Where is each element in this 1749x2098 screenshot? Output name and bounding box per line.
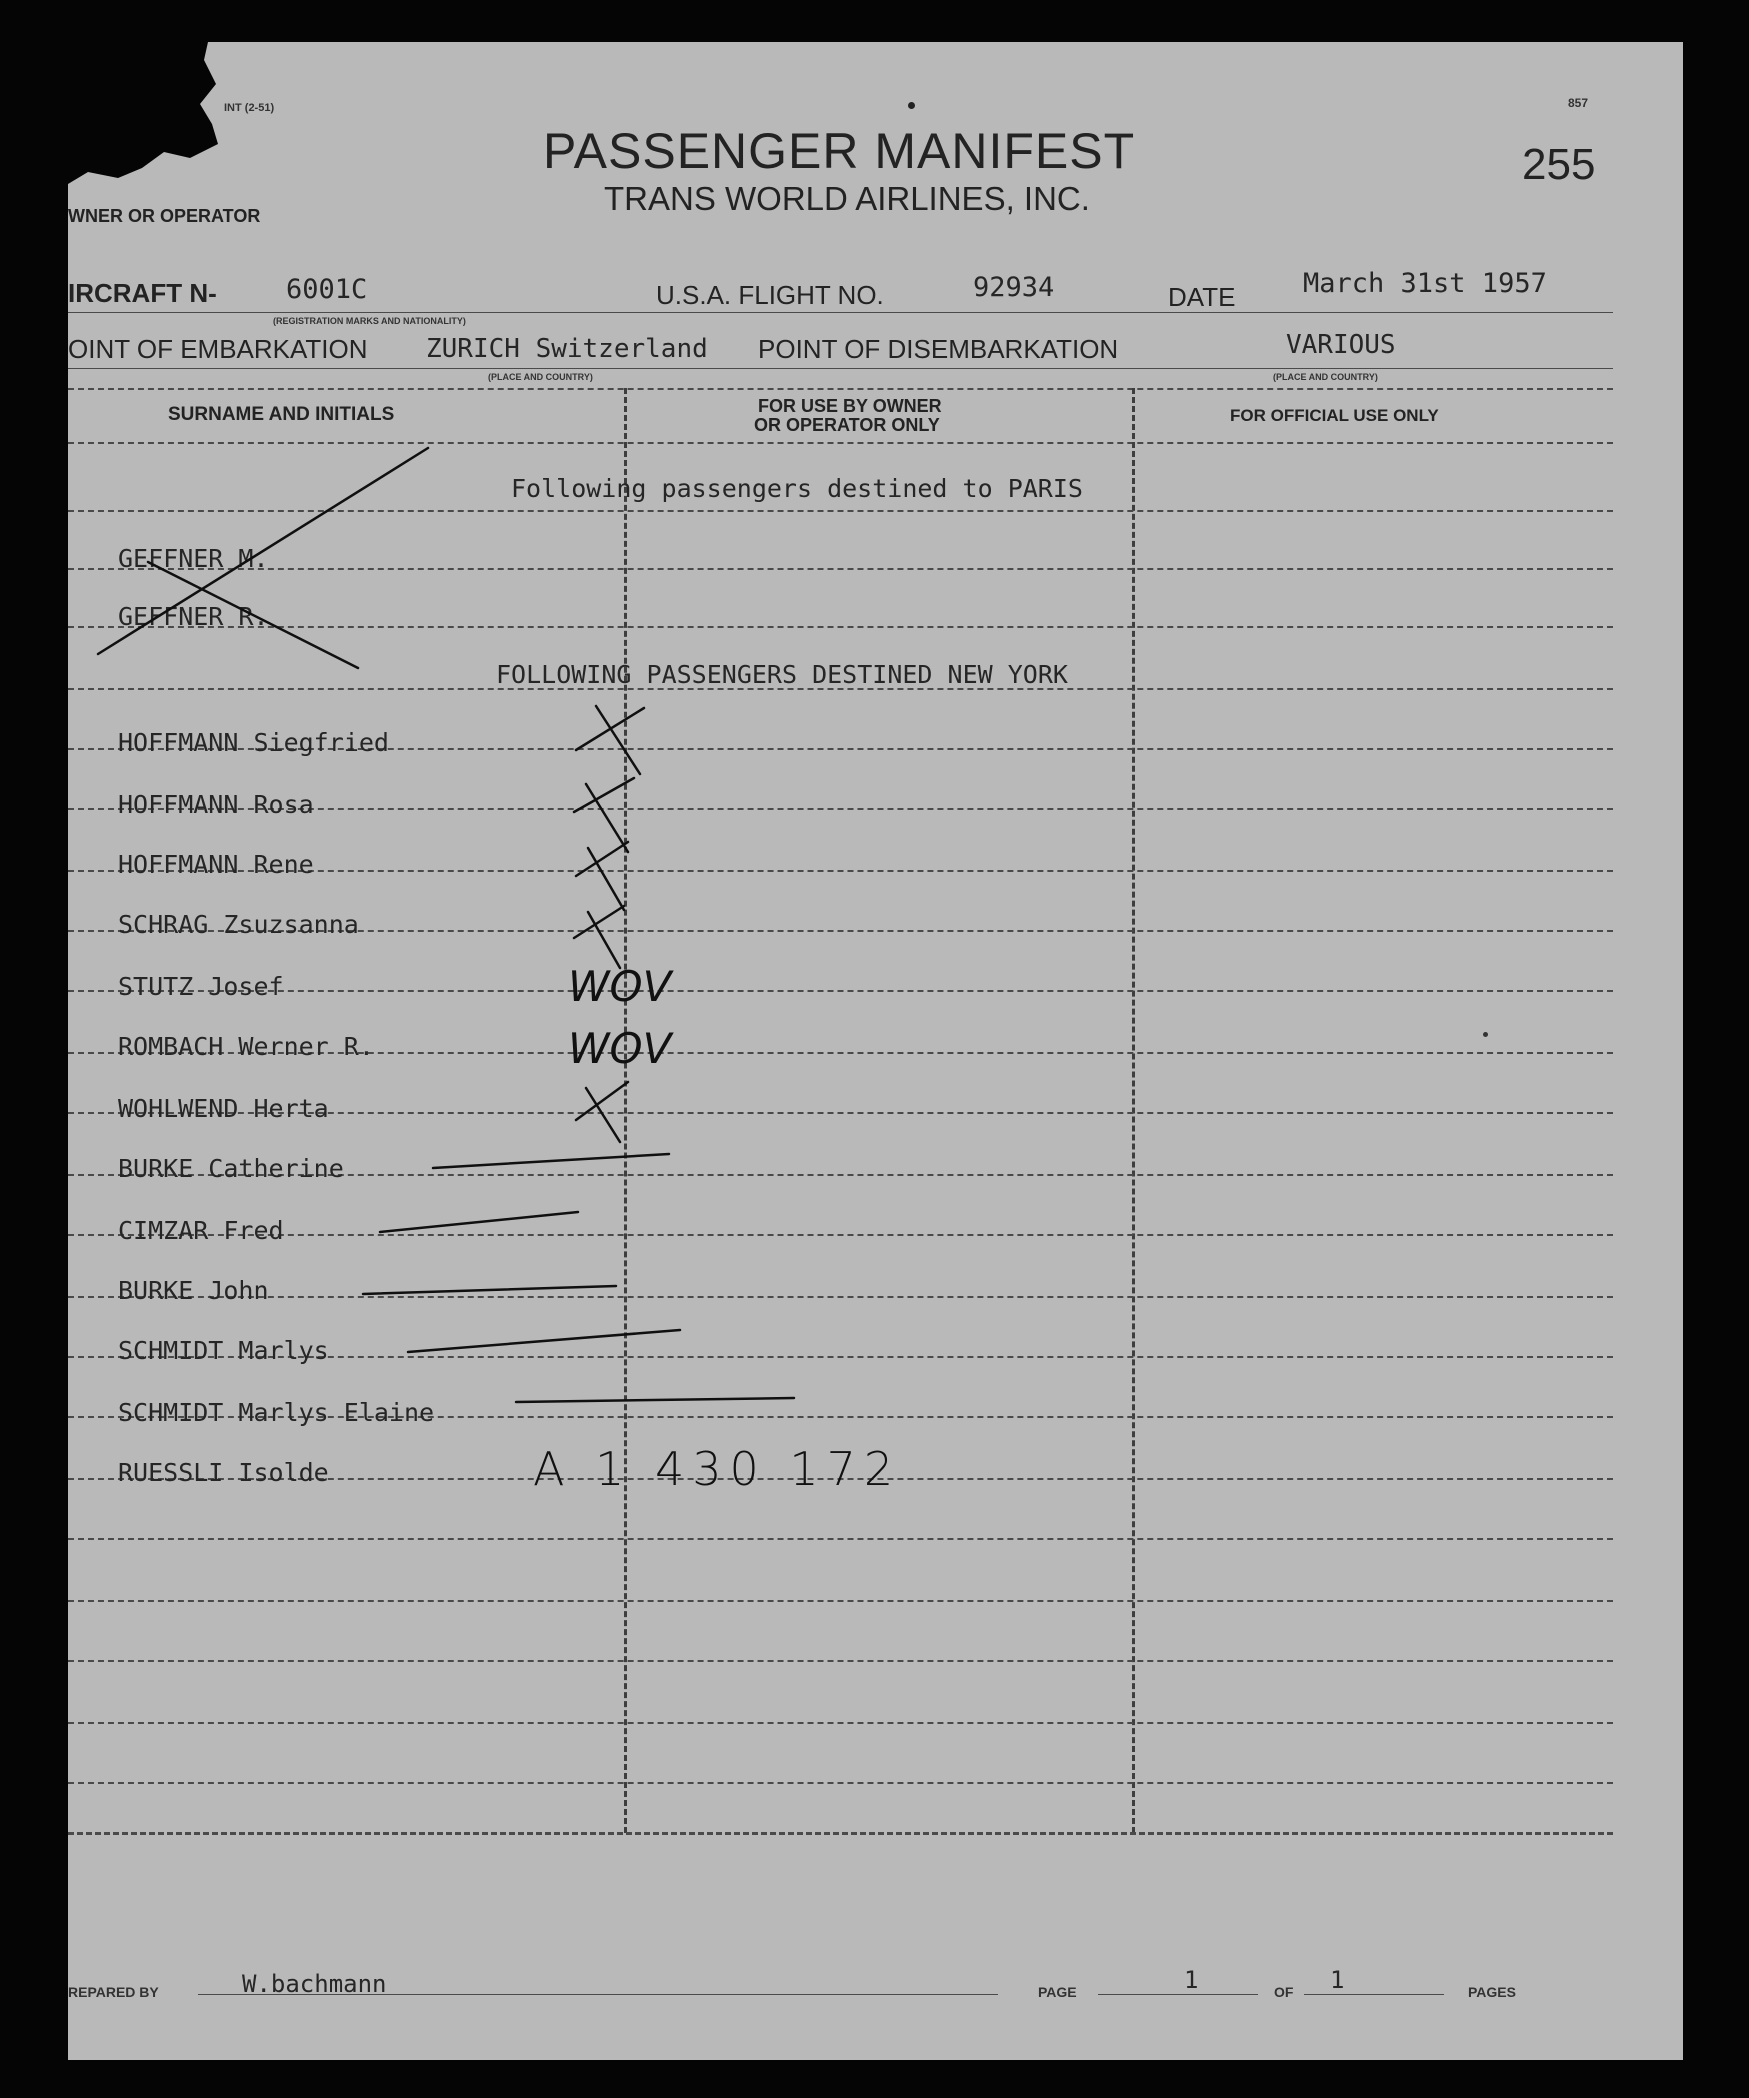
passenger-name: HOFFMANN Rene xyxy=(118,850,314,879)
of-value: 1 xyxy=(1330,1966,1345,1994)
passenger-name: STUTZ Josef xyxy=(118,972,284,1001)
page-value: 1 xyxy=(1184,1966,1199,1994)
embark-value: ZURICH Switzerland xyxy=(426,334,708,364)
embark-label: OINT OF EMBARKATION xyxy=(68,334,368,364)
pages-label: PAGES xyxy=(1468,1984,1516,2000)
page-stamp: 255 xyxy=(1522,140,1596,189)
col-header-surname: SURNAME AND INITIALS xyxy=(168,404,395,425)
disembark-label: POINT OF DISEMBARKATION xyxy=(758,334,1119,364)
col-header-owner-use-2: OR OPERATOR ONLY xyxy=(754,415,940,435)
col-header-official: FOR OFFICIAL USE ONLY xyxy=(1230,406,1439,425)
passenger-name: BURKE John xyxy=(118,1276,269,1305)
check-x-mark xyxy=(576,706,644,774)
page-label: PAGE xyxy=(1038,1984,1077,2000)
prepared-by-value: W.bachmann xyxy=(242,1970,387,1998)
corner-mark: 857 xyxy=(1568,96,1589,110)
registration-note: (REGISTRATION MARKS AND NATIONALITY) xyxy=(273,316,466,326)
cancel-cross-stroke xyxy=(148,562,358,668)
form-number: INT (2-51) xyxy=(224,102,275,114)
strike-line xyxy=(380,1212,578,1232)
aircraft-label: IRCRAFT N- xyxy=(68,278,217,308)
strike-line xyxy=(433,1154,669,1168)
handwritten-passport-number: A 1 430 172 xyxy=(533,1442,902,1496)
check-x-mark xyxy=(574,906,624,968)
paris-note: Following passengers destined to PARIS xyxy=(511,474,1083,503)
passenger-name: HOFFMANN Siegfried xyxy=(118,728,389,757)
of-line xyxy=(1304,1994,1444,1995)
manifest-sheet xyxy=(68,42,1683,2060)
owner-label: WNER OR OPERATOR xyxy=(68,206,261,226)
disembark-value: VARIOUS xyxy=(1286,330,1396,360)
check-x-mark xyxy=(576,1082,628,1142)
passenger-name: BURKE Catherine xyxy=(118,1154,344,1183)
strike-line xyxy=(408,1330,680,1352)
passenger-name: ROMBACH Werner R. xyxy=(118,1032,374,1061)
disembark-note: (PLACE AND COUNTRY) xyxy=(1273,372,1378,382)
flight-value: 92934 xyxy=(973,272,1055,303)
newyork-note: FOLLOWING PASSENGERS DESTINED NEW YORK xyxy=(496,660,1068,689)
date-value: March 31st 1957 xyxy=(1303,268,1547,299)
passenger-name: SCHRAG Zsuzsanna xyxy=(118,910,359,939)
aircraft-value: 6001C xyxy=(286,274,368,305)
passenger-name: SCHMIDT Marlys xyxy=(118,1336,329,1365)
date-label: DATE xyxy=(1168,282,1236,312)
embark-note: (PLACE AND COUNTRY) xyxy=(488,372,593,382)
page-line xyxy=(1098,1994,1258,1995)
check-x-mark xyxy=(574,778,634,852)
airline-name: TRANS WORLD AIRLINES, INC. xyxy=(604,180,1090,217)
col-header-owner-use-1: FOR USE BY OWNER xyxy=(758,396,942,416)
of-label: OF xyxy=(1274,1984,1294,2000)
strike-line xyxy=(516,1398,794,1402)
prepared-by-label: REPARED BY xyxy=(68,1984,159,2000)
passenger-name: HOFFMANN Rosa xyxy=(118,790,314,819)
passenger-name: RUESSLI Isolde xyxy=(118,1458,329,1487)
page-title: PASSENGER MANIFEST xyxy=(543,123,1136,179)
pen-marks xyxy=(68,42,1683,2060)
passenger-name: WOHLWEND Herta xyxy=(118,1094,329,1123)
handwritten-wov: WOV xyxy=(568,962,672,1011)
strike-line xyxy=(363,1286,616,1294)
handwritten-wov: WOV xyxy=(568,1024,672,1073)
passenger-name: GEFFNER M. xyxy=(118,544,269,573)
flight-label: U.S.A. FLIGHT NO. xyxy=(656,280,884,310)
check-x-mark xyxy=(576,842,628,910)
passenger-name: SCHMIDT Marlys Elaine xyxy=(118,1398,435,1427)
prepared-line xyxy=(198,1994,998,1995)
passenger-name: CIMZAR Fred xyxy=(118,1216,284,1245)
cancel-cross-stroke xyxy=(98,448,428,654)
passenger-name: GEFFNER R. xyxy=(118,602,269,631)
